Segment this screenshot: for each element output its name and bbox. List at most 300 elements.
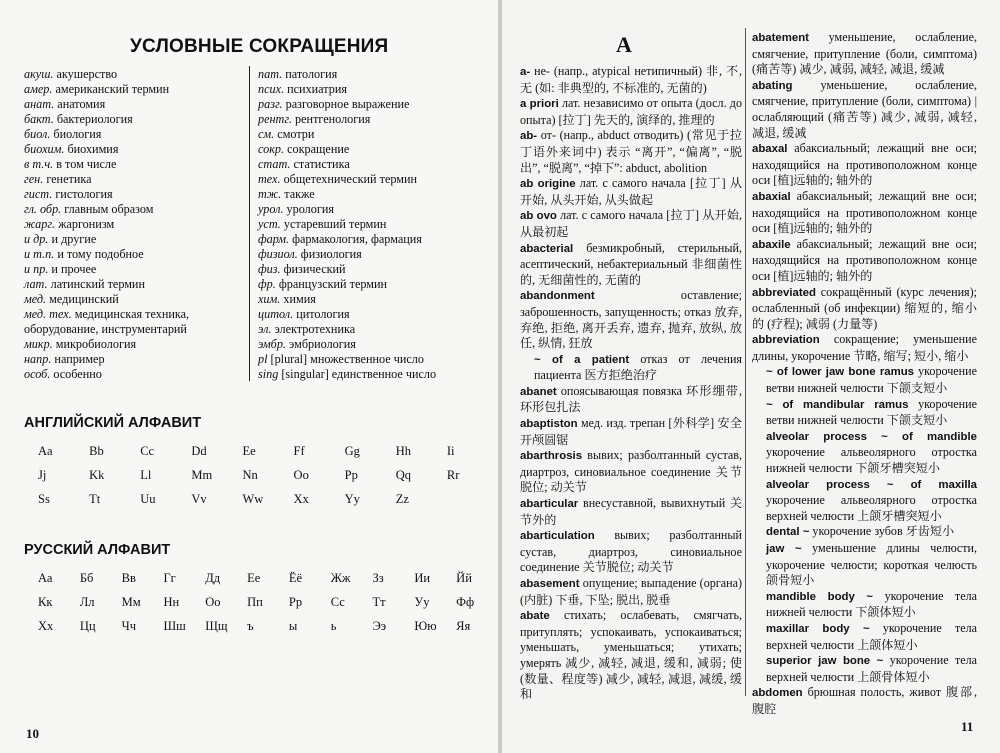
definition: внесуставной, вывихнутый 关节外的 <box>520 496 742 527</box>
dictionary-entry <box>752 30 977 78</box>
abbreviation-row <box>258 217 458 232</box>
abbreviation: жарг. <box>24 217 56 231</box>
abbreviation-row <box>258 307 458 322</box>
abbreviation-meaning: медицинская техника, оборудование, инструментарий <box>24 307 190 336</box>
alphabet-letter: Ii <box>446 444 455 458</box>
alphabet-row <box>22 614 482 638</box>
abbreviation-meaning: фармакология, фармация <box>292 232 422 246</box>
abbreviation-meaning: [singular] единственное число <box>281 367 437 381</box>
dictionary-entry <box>752 653 977 685</box>
abbreviation-meaning: общетехнический термин <box>283 172 418 186</box>
alphabet-letter: ь <box>330 619 337 633</box>
abbreviation: акуш. <box>24 67 54 81</box>
alphabet-letter: Qq <box>395 468 412 482</box>
abbreviation: разг. <box>258 97 283 111</box>
dictionary-entry <box>752 429 977 477</box>
abbreviation: биохим. <box>24 142 65 156</box>
abbreviation-meaning: например <box>54 352 105 366</box>
abbreviation: эмбр. <box>258 337 286 351</box>
abbreviation-meaning: особенно <box>53 367 102 381</box>
abbreviations-column-2 <box>258 67 458 382</box>
alphabet-letter: Кк <box>38 595 53 609</box>
alphabet-letter: Vv <box>191 492 207 506</box>
alphabet-letter: Rr <box>446 468 460 482</box>
dictionary-column-1 <box>520 64 742 703</box>
column-divider-right <box>745 28 746 696</box>
alphabet-letter: Бб <box>79 571 94 585</box>
abbreviation-meaning: устаревший термин <box>283 217 387 231</box>
alphabet-letter: Чч <box>121 619 137 633</box>
definition: стихать; ослабевать, смягчать, притуплять; успокаивать, успокаиваться; уменьшать, уменьшаться; утихать; умерять 减少, 减轻, 减退, 缓和, 减弱; 使 (数量、程度等) 减少, 减轻, 减退, 减缓, 缓和 <box>520 608 742 702</box>
abbreviation: фарм. <box>258 232 290 246</box>
headword: abaxile <box>752 238 791 251</box>
headword: abandonment <box>520 290 595 303</box>
alphabet-letter: Ии <box>414 571 431 585</box>
definition: уменьшение, ослабление, смягчение, притупление (боли, симптома) (痛苦等) 减少, 减弱, 减轻, 减退, 缓减 <box>752 30 977 77</box>
abbreviations-title: УСЛОВНЫЕ СОКРАЩЕНИЯ <box>130 36 389 57</box>
abbreviation-row <box>258 187 458 202</box>
headword: abanet <box>520 385 557 398</box>
definition: укорочение альвеолярного отростка нижней челюсти 下颌牙槽突短小 <box>766 445 977 476</box>
abbreviation-row <box>258 112 458 127</box>
definition: оставление; заброшенность, запущенность; отказ 放弃, 弃绝, 拒绝, 离开丢弃, 遗弃, 抛弃, 放纵, 放任, 纵情, 狂放 <box>520 288 742 351</box>
dictionary-entry <box>520 176 742 208</box>
left-page <box>0 0 498 753</box>
definition: укорочение тела верхней челюсти 上颌体短小 <box>766 620 978 652</box>
abbreviation-meaning: статистика <box>293 157 350 171</box>
definition: укорочение ветви нижней челюсти 下颌支短小 <box>766 364 977 396</box>
definition: от- (напр., abduct отводить) (常见于拉丁语外来词中) 表示 “离开”, “偏离”, “脱出”, “脱离”, “掉下”: abduct, abolition <box>520 128 742 175</box>
definition: мед. изд. трепан [外科学] 安全开颅圆锯 <box>520 416 742 447</box>
dictionary-entry <box>520 64 742 96</box>
abbreviation-row <box>258 67 458 82</box>
alphabet-letter: Pp <box>344 468 358 482</box>
alphabet-letter: Фф <box>456 595 475 609</box>
headword: alveolar process ~ of maxilla <box>766 478 977 491</box>
abbreviation-meaning: патология <box>285 67 338 81</box>
dictionary-column-2 <box>752 30 977 718</box>
alphabet-letter: Нн <box>163 595 180 609</box>
dictionary-entry <box>752 477 977 525</box>
column-divider <box>249 66 250 381</box>
english-alphabet-grid <box>22 439 482 511</box>
page-number-left: 10 <box>26 726 39 741</box>
dictionary-entry <box>520 288 742 351</box>
headword: maxillar body ~ <box>766 622 870 635</box>
abbreviation-meaning: сокращение <box>287 142 350 156</box>
abbreviation-meaning: электротехника <box>274 322 356 336</box>
abbreviation: и др. <box>24 232 49 246</box>
abbreviation-meaning: французский термин <box>278 277 388 291</box>
abbreviation: физиол. <box>258 247 298 261</box>
alphabet-letter: Уу <box>414 595 430 609</box>
dictionary-entry <box>752 141 977 189</box>
headword: a priori <box>520 98 559 111</box>
abbreviation: бакт. <box>24 112 54 126</box>
abbreviation-meaning: биохимия <box>67 142 119 156</box>
alphabet-letter: Йй <box>456 571 472 585</box>
abbreviation: фр. <box>258 277 276 291</box>
abbreviation-row <box>258 202 458 217</box>
abbreviation: уст. <box>258 217 281 231</box>
abbreviation-row <box>258 97 458 112</box>
definition: брюшная полость, живот 腹部, 腹腔 <box>752 685 977 716</box>
abbreviation-row <box>24 277 246 292</box>
definition: сокращённый (курс лечения); ослабленный (об инфекции) 缩短的, 缩小的 (疗程); 减弱 (力量等) <box>752 284 977 331</box>
definition: укорочение тела нижней челюсти 下颌体短小 <box>766 588 977 620</box>
abbreviation: хим. <box>258 292 281 306</box>
definition: вывих; разболтанный сустав, диартроз, синовиальное соединение 关节脱位; 动关节 <box>520 448 742 495</box>
headword: abating <box>752 79 793 92</box>
dictionary-entry <box>752 397 977 429</box>
abbreviation: ген. <box>24 172 44 186</box>
abbreviations-column-1 <box>24 67 246 382</box>
alphabet-letter: Жж <box>330 571 351 585</box>
abbreviation: физ. <box>258 262 281 276</box>
right-page <box>502 0 1000 753</box>
abbreviation-row <box>258 277 458 292</box>
dictionary-entry <box>752 364 977 396</box>
definition: укорочение альвеолярного отростка верхней челюсти 上颌牙槽突短小 <box>766 493 977 523</box>
abbreviation: урол. <box>258 202 284 216</box>
abbreviation: рентг. <box>258 112 292 126</box>
alphabet-letter: Kk <box>89 468 105 482</box>
alphabet-letter: Мм <box>121 595 141 609</box>
headword: abatement <box>752 32 809 44</box>
alphabet-letter: Тт <box>372 595 386 609</box>
abbreviation-row <box>24 172 246 187</box>
dictionary-entry <box>520 384 742 416</box>
alphabet-letter: Пп <box>247 595 263 609</box>
abbreviation: и пр. <box>24 262 49 276</box>
abbreviation: и т.п. <box>24 247 55 261</box>
definition: абаксиальный; лежащий вне оси; находящийся на противоположном конце оси [植]远轴的; 轴外的 <box>752 141 977 188</box>
alphabet-letter: Цц <box>79 619 96 633</box>
headword: abacterial <box>520 242 574 255</box>
definition: вывих; разболтанный сустав, диартроз, синовиальное соединение 关节脱位; 动关节 <box>520 528 742 575</box>
abbreviation-meaning: физический <box>283 262 346 276</box>
abbreviation-meaning: медицинский <box>49 292 119 306</box>
abbreviation-meaning: микробиология <box>55 337 137 351</box>
alphabet-letter: Nn <box>242 468 258 482</box>
headword: ab origine <box>520 178 576 191</box>
alphabet-letter: Ее <box>247 571 261 585</box>
definition: уменьшение длины челюсти, укорочение челюсти; короткая челюсть 颌骨短小 <box>766 541 977 588</box>
abbreviation-meaning: и тому подобное <box>57 247 144 261</box>
alphabet-letter: Ss <box>38 492 50 506</box>
headword: abate <box>520 610 550 623</box>
dictionary-entry <box>752 78 977 141</box>
abbreviation-row <box>258 82 458 97</box>
alphabet-letter: Xx <box>293 492 309 506</box>
abbreviation-row <box>24 157 246 172</box>
alphabet-letter: Uu <box>140 492 156 506</box>
abbreviation-meaning: и прочее <box>51 262 97 276</box>
dictionary-entry <box>520 496 742 528</box>
abbreviation-row <box>24 232 246 247</box>
abbreviation-row <box>24 292 246 307</box>
alphabet-row <box>22 590 482 614</box>
abbreviation-row <box>258 232 458 247</box>
alphabet-letter: Яя <box>456 619 471 633</box>
abbreviation-meaning: генетика <box>46 172 92 186</box>
abbreviation-row <box>24 67 246 82</box>
abbreviation-meaning: разговорное выражение <box>285 97 410 111</box>
abbreviation-meaning: урология <box>286 202 334 216</box>
abbreviation: микр. <box>24 337 53 351</box>
alphabet-row <box>22 439 482 463</box>
abbreviation-meaning: смотри <box>277 127 315 141</box>
headword: ab- <box>520 130 538 143</box>
alphabet-letter: ы <box>288 619 298 633</box>
abbreviation-row <box>24 82 246 97</box>
abbreviation: сокр. <box>258 142 285 156</box>
definition: лат. независимо от опыта (досл. до опыта) [拉丁] 先天的, 演绎的, 推理的 <box>520 96 742 127</box>
dictionary-entry <box>520 416 742 448</box>
definition: сокращение; уменьшение длины, укорочение 节略, 缩写; 短小, 缩小 <box>752 332 977 363</box>
abbreviation: особ. <box>24 367 51 381</box>
abbreviation-row <box>24 367 246 382</box>
headword: abasement <box>520 578 580 590</box>
alphabet-letter: Щщ <box>205 619 228 633</box>
dictionary-entry <box>520 208 742 240</box>
dictionary-entry <box>520 241 742 289</box>
abbreviation-row <box>258 337 458 352</box>
headword: abbreviation <box>752 334 820 347</box>
definition: опущение; выпадение (органа) (内脏) 下垂, 下坠; 脱出, 脱垂 <box>520 576 742 607</box>
abbreviation-meaning: рентгенология <box>295 112 371 126</box>
alphabet-letter: Cc <box>140 444 155 458</box>
abbreviation: мед. <box>24 292 47 306</box>
definition: лат. с самого начала [拉丁] 从开始, 从最初起 <box>520 208 742 239</box>
abbreviation-row <box>24 262 246 277</box>
dictionary-entry <box>520 96 742 128</box>
abbreviation-meaning: жаргонизм <box>58 217 115 231</box>
headword: jaw ~ <box>766 543 802 555</box>
abbreviation-row <box>24 217 246 232</box>
dictionary-entry <box>520 576 742 608</box>
alphabet-letter: Hh <box>395 444 412 458</box>
dictionary-entry <box>520 448 742 496</box>
alphabet-letter: Yy <box>344 492 360 506</box>
alphabet-letter: Хх <box>38 619 54 633</box>
alphabet-letter: Ww <box>242 492 264 506</box>
abbreviation: гл. обр. <box>24 202 62 216</box>
definition: абаксиальный; лежащий вне оси; находящийся на противоположном конце оси [植]远轴的; 轴外的 <box>752 188 977 236</box>
abbreviation-row <box>258 247 458 262</box>
alphabet-letter: Dd <box>191 444 207 458</box>
headword: abaxal <box>752 143 788 156</box>
definition: не- (напр., atypical нетипичный) 非, 不, 无 (如: 非典型的, 不标准的, 无菌的) <box>520 64 742 95</box>
alphabet-letter: Ээ <box>372 619 387 633</box>
abbreviation: анат. <box>24 97 55 111</box>
alphabet-letter: Aa <box>38 444 53 458</box>
dictionary-entry <box>752 685 977 717</box>
alphabet-letter: Bb <box>89 444 104 458</box>
headword: abarthrosis <box>520 450 583 463</box>
abbreviation: стат. <box>258 157 291 171</box>
abbreviation-row <box>258 172 458 187</box>
abbreviation-row <box>24 247 246 262</box>
headword: abbreviated <box>752 286 816 299</box>
alphabet-letter: Лл <box>79 595 95 609</box>
abbreviation-row <box>24 202 246 217</box>
dictionary-entry <box>752 524 977 541</box>
definition: лат. с самого начала [拉丁] 从开始, 从头开始, 从头做起 <box>520 176 742 207</box>
headword: dental ~ <box>766 526 810 539</box>
alphabet-letter: Дд <box>205 571 221 585</box>
abbreviation-meaning: также <box>284 187 315 201</box>
abbreviation-meaning: в том числе <box>56 157 117 171</box>
abbreviation: sing <box>258 367 279 381</box>
abbreviation: эл. <box>258 322 272 336</box>
abbreviation-row <box>24 187 246 202</box>
abbreviation-meaning: анатомия <box>57 97 106 111</box>
abbreviation: гист. <box>24 187 53 201</box>
definition: опоясывающая повязка 环形绷带, 环形包扎法 <box>520 383 742 415</box>
headword: ~ of a patient <box>534 353 630 366</box>
abbreviation-row <box>24 352 246 367</box>
alphabet-letter: Зз <box>372 571 384 585</box>
alphabet-letter: Ff <box>293 444 305 458</box>
alphabet-letter: Ёё <box>288 571 303 585</box>
definition: уменьшение, ослабление, смягчение, притупление (боли, симптома) | ослабляющий (痛苦等) 减少, 减弱, 减轻, 减退, 缓减 <box>752 77 977 140</box>
alphabet-letter: Аа <box>38 571 53 585</box>
definition: укорочение тела верхней челюсти 上颌骨体短小 <box>766 653 978 684</box>
abbreviation-meaning: акушерство <box>56 67 118 81</box>
dictionary-entry <box>520 128 742 176</box>
abbreviation: мед. тех. <box>24 307 72 321</box>
abbreviation-row <box>24 112 246 127</box>
alphabet-letter: Вв <box>121 571 136 585</box>
abbreviation-meaning: эмбриология <box>289 337 356 351</box>
alphabet-row <box>22 463 482 487</box>
headword: mandible body ~ <box>766 590 874 603</box>
dictionary-entry <box>520 528 742 576</box>
abbreviation-row <box>258 127 458 142</box>
abbreviation-row <box>258 292 458 307</box>
alphabet-row <box>22 566 482 590</box>
alphabet-letter: Гг <box>163 571 176 585</box>
headword: alveolar process ~ of mandible <box>766 430 977 443</box>
headword: superior jaw bone ~ <box>766 655 884 668</box>
abbreviation-row <box>258 157 458 172</box>
definition: абаксиальный; лежащий вне оси; находящийся на противоположном конце оси [植]远轴的; 轴外的 <box>752 236 977 283</box>
abbreviation-row <box>258 367 458 382</box>
abbreviation-meaning: химия <box>283 292 316 306</box>
abbreviation-row <box>258 322 458 337</box>
alphabet-letter: Oo <box>293 468 309 482</box>
abbreviation: амер. <box>24 82 53 96</box>
headword: abarticulation <box>520 530 595 543</box>
abbreviation: биол. <box>24 127 51 141</box>
abbreviation: пат. <box>258 67 283 81</box>
definition: укорочение ветви нижней челюсти 下颌支短小 <box>766 396 977 428</box>
abbreviation-row <box>258 142 458 157</box>
abbreviation: pl <box>258 352 268 366</box>
abbreviation-row <box>24 127 246 142</box>
alphabet-letter: Mm <box>191 468 213 482</box>
dictionary-entry <box>752 189 977 237</box>
dictionary-entry <box>752 237 977 285</box>
headword: ~ of lower jaw bone ramus <box>766 366 915 379</box>
alphabet-letter: Ee <box>242 444 256 458</box>
dictionary-entry <box>752 541 977 589</box>
abbreviation-meaning: цитология <box>296 307 350 321</box>
abbreviation-meaning: биология <box>53 127 102 141</box>
abbreviation-row <box>24 97 246 112</box>
page-number-right: 11 <box>961 719 974 734</box>
russian-alphabet-grid <box>22 566 482 638</box>
abbreviation-meaning: главным образом <box>64 202 154 216</box>
abbreviation-meaning: [plural] множественное число <box>270 352 424 366</box>
abbreviation: цитол. <box>258 307 294 321</box>
abbreviation: тех. <box>258 172 281 186</box>
alphabet-letter: Zz <box>395 492 409 506</box>
abbreviation-meaning: и другие <box>51 232 97 246</box>
abbreviation-meaning: гистология <box>55 187 113 201</box>
abbreviation: см. <box>258 127 275 141</box>
abbreviation-row <box>24 337 246 352</box>
alphabet-letter: Рр <box>288 595 303 609</box>
definition: отказ от лечения пациента 医方拒绝治疗 <box>534 351 742 383</box>
alphabet-letter: Tt <box>89 492 101 506</box>
dictionary-entry <box>752 621 977 653</box>
section-letter: A <box>616 32 632 57</box>
abbreviation: псих. <box>258 82 285 96</box>
abbreviation-meaning: физиология <box>300 247 362 261</box>
dictionary-entry <box>752 285 977 333</box>
alphabet-letter: Шш <box>163 619 186 633</box>
abbreviation: напр. <box>24 352 52 366</box>
alphabet-letter: ъ <box>247 619 254 633</box>
dictionary-entry <box>752 589 977 621</box>
alphabet-letter: Jj <box>38 468 47 482</box>
abbreviation-row <box>24 307 246 337</box>
alphabet-letter: Юю <box>414 619 437 633</box>
abbreviation-meaning: американский термин <box>55 82 170 96</box>
definition: укорочение зубов 牙齿短小 <box>812 524 955 539</box>
headword: abarticular <box>520 498 579 511</box>
abbreviation: в т.ч. <box>24 157 54 171</box>
russian-alphabet-title: РУССКИЙ АЛФАВИТ <box>24 542 171 558</box>
abbreviation-row <box>24 142 246 157</box>
abbreviation-row <box>258 262 458 277</box>
dictionary-entry <box>752 332 977 364</box>
english-alphabet-title: АНГЛИЙСКИЙ АЛФАВИТ <box>24 415 202 431</box>
headword: ~ of mandibular ramus <box>766 398 909 411</box>
abbreviation-meaning: бактериология <box>56 112 133 126</box>
abbreviation-meaning: психиатрия <box>287 82 347 96</box>
headword: ab ovo <box>520 210 557 223</box>
dictionary-entry <box>520 608 742 703</box>
headword: abaptiston <box>520 418 578 431</box>
alphabet-letter: Оо <box>205 595 221 609</box>
alphabet-row <box>22 487 482 511</box>
abbreviation: лат. <box>24 277 48 291</box>
dictionary-entry <box>520 352 742 384</box>
headword: abdomen <box>752 687 803 700</box>
headword: a- <box>520 66 531 78</box>
abbreviation: тж. <box>258 187 282 201</box>
abbreviation-row <box>258 352 458 367</box>
abbreviation-meaning: латинский термин <box>50 277 145 291</box>
alphabet-letter: Сс <box>330 595 345 609</box>
definition: безмикробный, стерильный, асептический, небактериальный 非细菌性的, 无细菌性的, 无菌的 <box>520 240 742 287</box>
alphabet-letter: Gg <box>344 444 360 458</box>
alphabet-letter: Ll <box>140 468 152 482</box>
headword: abaxial <box>752 190 791 203</box>
